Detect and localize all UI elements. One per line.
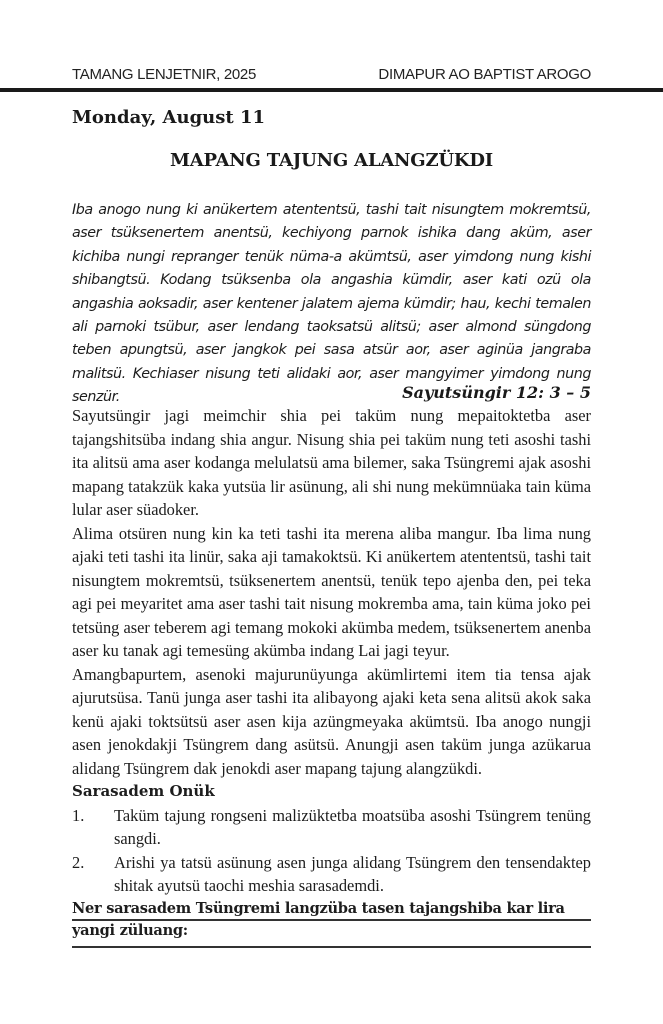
scripture-reference: Sayutsüngir 12: 3 – 5 bbox=[402, 383, 591, 402]
answer-line[interactable] bbox=[72, 946, 591, 948]
intro-paragraph: Iba anogo nung ki anükertem atententsü, tashi tait nisungtem mokremtsü, aser tsüksenertem anentsü, kechiyong parnok ishika dang aküm, aser kichiba nungi repranger tenük nüma-a akümtsü, aser yimdong nung kishi shibangtsü. Kodang tsüksenba ola angashia kümdir, aser kati ozü ola angashia aoksadir, aser kentener jalatem ajema kümdir; hau, kechi temalen ali parnoki tsübur, aser lendang taoksatsü alitsü; aser almond süngdong teben apungtsü, aser jangkok pei sasa atsür aor, aser aginüa jangraba malitsü. Kechiaser nisung teti alidaki aor, aser mangyimer yimdong nung senzür. bbox=[72, 202, 591, 406]
running-header bbox=[72, 66, 591, 83]
list-text: Arishi ya tatsü asünung asen junga alidang Tsüngrem den tensendaktep shitak ayutsü taochi meshia sarasademdi. bbox=[114, 852, 591, 895]
section-heading: Sarasadem Onük bbox=[72, 782, 215, 800]
body-text bbox=[72, 404, 591, 943]
list-text: Taküm tajung rongseni malizüktetba moatsüba asoshi Tsüngrem tenüng sangdi. bbox=[114, 805, 591, 848]
list-number: 2. bbox=[72, 852, 85, 872]
list-item bbox=[72, 851, 591, 898]
list-number: 1. bbox=[72, 805, 85, 825]
body-paragraph: Sayutsüngir jagi meimchir shia pei taküm nung mepaitoktetba aser tajangshitsüba indang shia angur. Nisung shia pei taküm nung teti asoshi tashi ita alitsü ama aser kodanga melulatsü ama bilemer, saka Tsüngremi ajak asoshi mapang tatakzük kaka yutsüa lir asünung, ali shi nung mekümnüaka tain küma lular aser süadoker. bbox=[72, 406, 591, 519]
reflection-prompt: Ner sarasadem Tsüngremi langzüba tasen tajangshiba kar lira yangi züluang: bbox=[72, 899, 565, 939]
list-item bbox=[72, 804, 591, 851]
header-right: DIMAPUR AO BAPTIST AROGO bbox=[378, 66, 591, 83]
lesson-title: MAPANG TAJUNG ALANGZÜKDI bbox=[170, 150, 493, 171]
body-paragraph: Alima otsüren nung kin ka teti tashi ita merena aliba mangur. Iba lima nung ajaki teti tashi ita linür, saka aji tamakoktsü. Ki anükertem atententsü, tashi tait nisungtem mokremtsü, tsüksenertem anentsü, tenük tepo ajenba den, pei teka agi pei meyaritet ama aser tashi tait nisung mokremba ama, tain küma joko pei tetsüng aser teberem agi temang mokoki akümba medem, tsüksenertem anenba aser ku tanak agi temesüng akümba indang Lai jagi teyur. bbox=[72, 523, 591, 660]
header-left: TAMANG LENJETNIR, 2025 bbox=[72, 66, 257, 83]
answer-line[interactable] bbox=[72, 919, 591, 921]
day-title: Monday, August 11 bbox=[72, 107, 266, 128]
header-rule bbox=[0, 88, 663, 92]
body-paragraph: Amangbapurtem, asenoki majurunüyunga akümlirtemi item tia tensa ajak ajurutsüsa. Tanü junga aser tashi ita alibayong ajaki keta sena alitsü akok saka kenü ajaki toktsütsü aser asen kija azüngmeyaka akümtsü. Iba anogo nungji asen jenokdakji Tsüngrem dang asütsü. Anungji asen taküm junga azükarua alidang Tsüngrem dak jenokdi aser mapang tajung alangzükdi. bbox=[72, 664, 591, 778]
